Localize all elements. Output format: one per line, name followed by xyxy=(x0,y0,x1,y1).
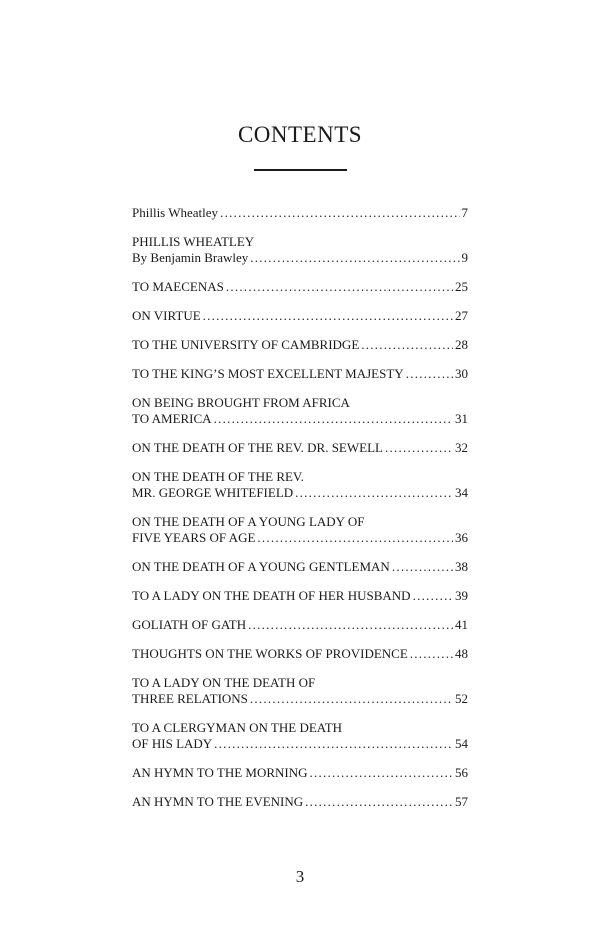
toc-entry[interactable] xyxy=(132,440,468,456)
toc-entry-title: TO THE UNIVERSITY OF CAMBRIDGE xyxy=(132,337,360,352)
toc-entry[interactable] xyxy=(132,720,468,752)
toc-entry-page-number: 28 xyxy=(455,337,468,352)
dot-leader xyxy=(214,411,453,427)
toc-entry-title: ON THE DEATH OF A YOUNG GENTLEMAN xyxy=(132,559,390,574)
toc-entry-title-line: PHILLIS WHEATLEY xyxy=(132,234,255,249)
toc-entry-title: TO A LADY ON THE DEATH OF HER HUSBAND xyxy=(132,588,411,603)
toc-entry-title: FIVE YEARS OF AGE xyxy=(132,530,256,545)
dot-leader xyxy=(310,765,453,781)
toc-entry[interactable] xyxy=(132,675,468,707)
toc-entry-title-line: TO A CLERGYMAN ON THE DEATH xyxy=(132,720,343,735)
toc-entry-title: Phillis Wheatley xyxy=(132,205,219,220)
toc-entry-page-number: 30 xyxy=(455,366,468,381)
toc-entry-title: ON THE DEATH OF THE REV. DR. SEWELL xyxy=(132,440,383,455)
toc-entry-title: TO MAECENAS xyxy=(132,279,224,294)
toc-entry-row xyxy=(132,559,468,575)
toc-entry[interactable] xyxy=(132,646,468,662)
toc-entry-page-number: 41 xyxy=(455,617,468,632)
toc-entry-page-number: 56 xyxy=(455,765,468,780)
toc-entry-page-number: 38 xyxy=(455,559,468,574)
toc-entry-page-number: 34 xyxy=(455,485,468,500)
toc-entry-row xyxy=(132,485,468,501)
toc-entry-row xyxy=(132,530,468,546)
toc-entry[interactable] xyxy=(132,469,468,501)
dot-leader xyxy=(406,366,453,382)
dot-leader xyxy=(392,559,453,575)
dot-leader xyxy=(413,588,453,604)
toc-entry-row xyxy=(132,617,468,633)
toc-entry[interactable] xyxy=(132,308,468,324)
toc-entry[interactable] xyxy=(132,366,468,382)
toc-entry-title: GOLIATH OF GATH xyxy=(132,617,247,632)
toc-entry-title: THOUGHTS ON THE WORKS OF PROVIDENCE xyxy=(132,646,408,661)
toc-entry-title: ON VIRTUE xyxy=(132,308,201,323)
toc-entry-title: AN HYMN TO THE MORNING xyxy=(132,765,308,780)
toc-entry-row xyxy=(132,366,468,382)
dot-leader xyxy=(305,794,453,810)
toc-entry-row xyxy=(132,440,468,456)
dot-leader xyxy=(220,205,459,221)
toc-entry-page-number: 25 xyxy=(455,279,468,294)
dot-leader xyxy=(250,691,453,707)
toc-entry[interactable] xyxy=(132,337,468,353)
toc-entry[interactable] xyxy=(132,765,468,781)
dot-leader xyxy=(248,617,453,633)
toc-entry-page-number: 48 xyxy=(455,646,468,661)
toc-entry-page-number: 7 xyxy=(461,205,468,220)
toc-entry-title: THREE RELATIONS xyxy=(132,691,248,706)
toc-entry-title: By Benjamin Brawley xyxy=(132,250,249,265)
toc-entry-row xyxy=(132,691,468,707)
toc-entry[interactable] xyxy=(132,588,468,604)
dot-leader xyxy=(257,530,453,546)
toc-entry-title-line: ON THE DEATH OF A YOUNG LADY OF xyxy=(132,514,365,529)
page-title: CONTENTS xyxy=(237,122,363,147)
toc-entry-page-number: 57 xyxy=(455,794,468,809)
toc-entry-title-line: ON BEING BROUGHT FROM AFRICA xyxy=(132,395,350,410)
dot-leader xyxy=(250,250,459,266)
toc-entry-title: OF HIS LADY xyxy=(132,736,213,751)
dot-leader xyxy=(203,308,453,324)
toc-entry[interactable] xyxy=(132,617,468,633)
toc-entry-title: MR. GEORGE WHITEFIELD xyxy=(132,485,294,500)
toc-entry[interactable] xyxy=(132,514,468,546)
dot-leader xyxy=(295,485,453,501)
dot-leader xyxy=(361,337,453,353)
page-number: 3 xyxy=(295,867,305,886)
toc-entry[interactable] xyxy=(132,794,468,810)
toc-entry-row xyxy=(132,794,468,810)
toc-entry[interactable] xyxy=(132,395,468,427)
toc-entry-title: AN HYMN TO THE EVENING xyxy=(132,794,304,809)
table-of-contents xyxy=(132,205,468,823)
toc-entry-page-number: 9 xyxy=(461,250,468,265)
toc-entry-page-number: 36 xyxy=(455,530,468,545)
toc-entry-page-number: 39 xyxy=(455,588,468,603)
toc-entry[interactable] xyxy=(132,279,468,295)
toc-entry-row xyxy=(132,279,468,295)
toc-entry[interactable] xyxy=(132,559,468,575)
toc-entry-page-number: 32 xyxy=(455,440,468,455)
toc-entry-title-line: TO A LADY ON THE DEATH OF xyxy=(132,675,316,690)
toc-entry-row xyxy=(132,411,468,427)
toc-entry-title-line: ON THE DEATH OF THE REV. xyxy=(132,469,304,484)
toc-entry-page-number: 52 xyxy=(455,691,468,706)
toc-entry-row xyxy=(132,337,468,353)
toc-entry[interactable] xyxy=(132,234,468,266)
toc-entry-title: TO AMERICA xyxy=(132,411,212,426)
title-divider xyxy=(254,169,347,171)
toc-entry-page-number: 54 xyxy=(455,736,468,751)
toc-entry-row xyxy=(132,736,468,752)
toc-entry-row xyxy=(132,250,468,266)
toc-entry-page-number: 31 xyxy=(455,411,468,426)
toc-entry-title: TO THE KING’S MOST EXCELLENT MAJESTY xyxy=(132,366,404,381)
toc-entry-row xyxy=(132,205,468,221)
toc-entry[interactable] xyxy=(132,205,468,221)
dot-leader xyxy=(410,646,453,662)
toc-entry-row xyxy=(132,765,468,781)
toc-entry-row xyxy=(132,308,468,324)
toc-entry-page-number: 27 xyxy=(455,308,468,323)
dot-leader xyxy=(226,279,453,295)
dot-leader xyxy=(214,736,453,752)
toc-entry-row xyxy=(132,588,468,604)
toc-entry-row xyxy=(132,646,468,662)
dot-leader xyxy=(385,440,453,456)
